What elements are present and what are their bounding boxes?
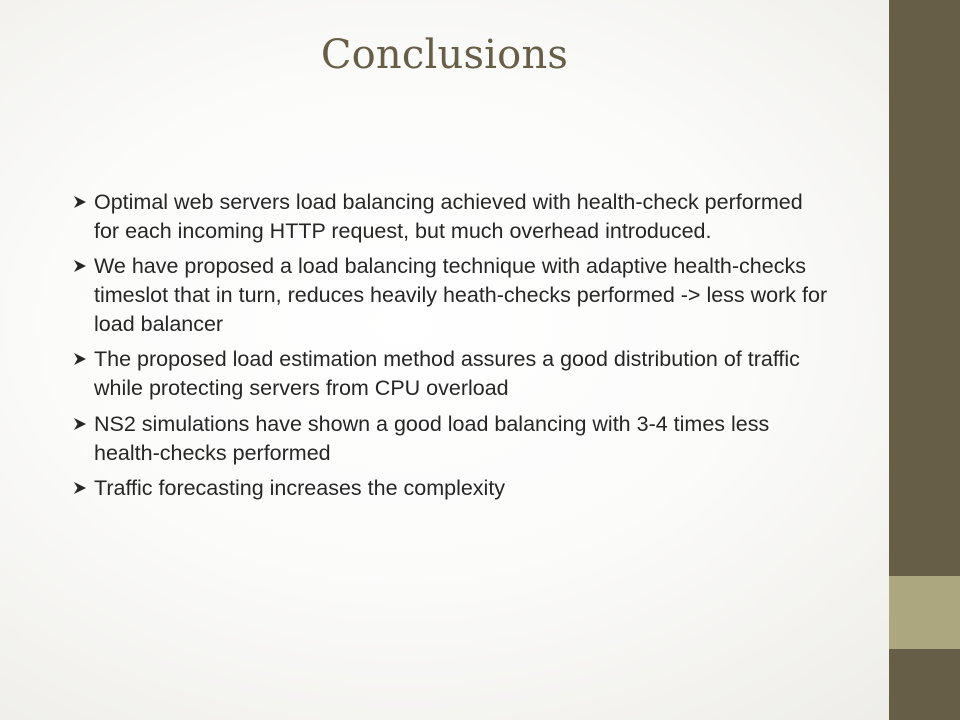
bullet-text: Optimal web servers load balancing achieved with health-check performed for each incoming HTTP request, but much overhead introduced. xyxy=(94,190,803,243)
bullet-item xyxy=(72,345,832,402)
bullet-item xyxy=(72,252,832,338)
arrow-head-bullet-icon xyxy=(72,480,88,496)
bullet-text: NS2 simulations have shown a good load balancing with 3-4 times less health-checks performed xyxy=(94,411,770,465)
bullet-item xyxy=(72,410,832,467)
bullet-text: We have proposed a load balancing technique with adaptive health-checks timeslot that in turn, reduces heavily heath-checks performed -> less work for load balancer xyxy=(94,254,828,336)
slide-title: Conclusions xyxy=(320,32,569,78)
bullet-item xyxy=(72,188,832,245)
bullet-item xyxy=(72,474,832,503)
arrow-head-bullet-icon xyxy=(72,258,88,274)
bullet-text: Traffic forecasting increases the complexity xyxy=(94,476,506,501)
bullet-list xyxy=(72,188,832,510)
sidebar-accent-band xyxy=(889,576,960,649)
arrow-head-bullet-icon xyxy=(72,194,88,210)
arrow-head-bullet-icon xyxy=(72,351,88,367)
bullet-text: The proposed load estimation method assures a good distribution of traffic while protecting servers from CPU overload xyxy=(94,347,800,401)
arrow-head-bullet-icon xyxy=(72,416,88,432)
